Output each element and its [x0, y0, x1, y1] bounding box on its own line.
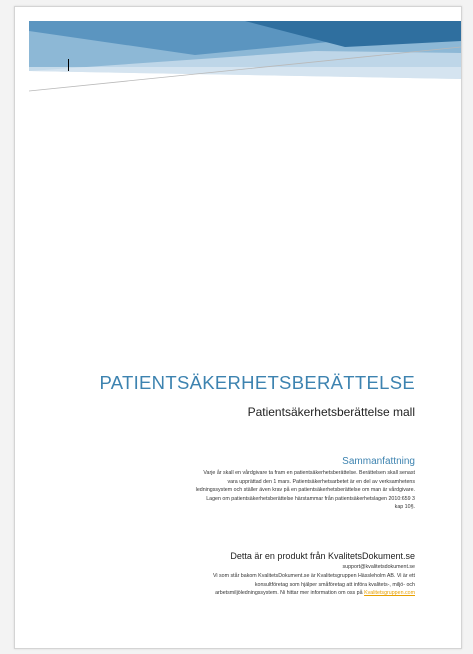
product-line [115, 589, 415, 598]
product-line: Vi som står bakom KvalitetsDokument.se är Kvalitetsgruppen Hässleholm AB. Vi är ett [212, 573, 415, 579]
product-line: konsultföretag som hjälper småföretag att införa kvalitets-, miljö- och [254, 581, 415, 588]
document-page [14, 6, 462, 649]
product-body [115, 572, 415, 598]
summary-heading: Sammanfattning [342, 456, 415, 467]
kvalitetsgruppen-link[interactable]: Kvalitetsgruppen.com [364, 590, 415, 596]
header-banner [15, 7, 461, 107]
summary-line: vara upprättad den 1 mars. Patientsäkerhetsarbetet är en del av verksamhetens [227, 478, 415, 485]
document-subtitle: Patientsäkerhetsberättelse mall [247, 405, 415, 419]
summary-body [115, 469, 415, 512]
summary-line: ledningssystem och ställer även krav på en patientsäkerhetsberättelse om man är vårdgivare. [195, 487, 415, 493]
product-line-prefix: arbetsmiljöledningssystem. Ni hittar mer information om oss på [215, 590, 363, 596]
summary-line: kap 10§. [394, 504, 415, 510]
support-email: support@kvalitetsdokument.se [342, 564, 415, 570]
product-heading: Detta är en produkt från KvalitetsDokument.se [230, 551, 415, 561]
summary-line: Lagen om patientsäkerhetsberättelse härstammar från patientsäkerhetslagen 2010:659 3 [206, 495, 415, 502]
document-title: PATIENTSÄKERHETSBERÄTTELSE [99, 372, 415, 393]
text-cursor [68, 59, 69, 71]
summary-line: Varje år skall en vårdgivare ta fram en patientsäkerhetsberättelse. Berättelsen skall senast [203, 470, 415, 476]
